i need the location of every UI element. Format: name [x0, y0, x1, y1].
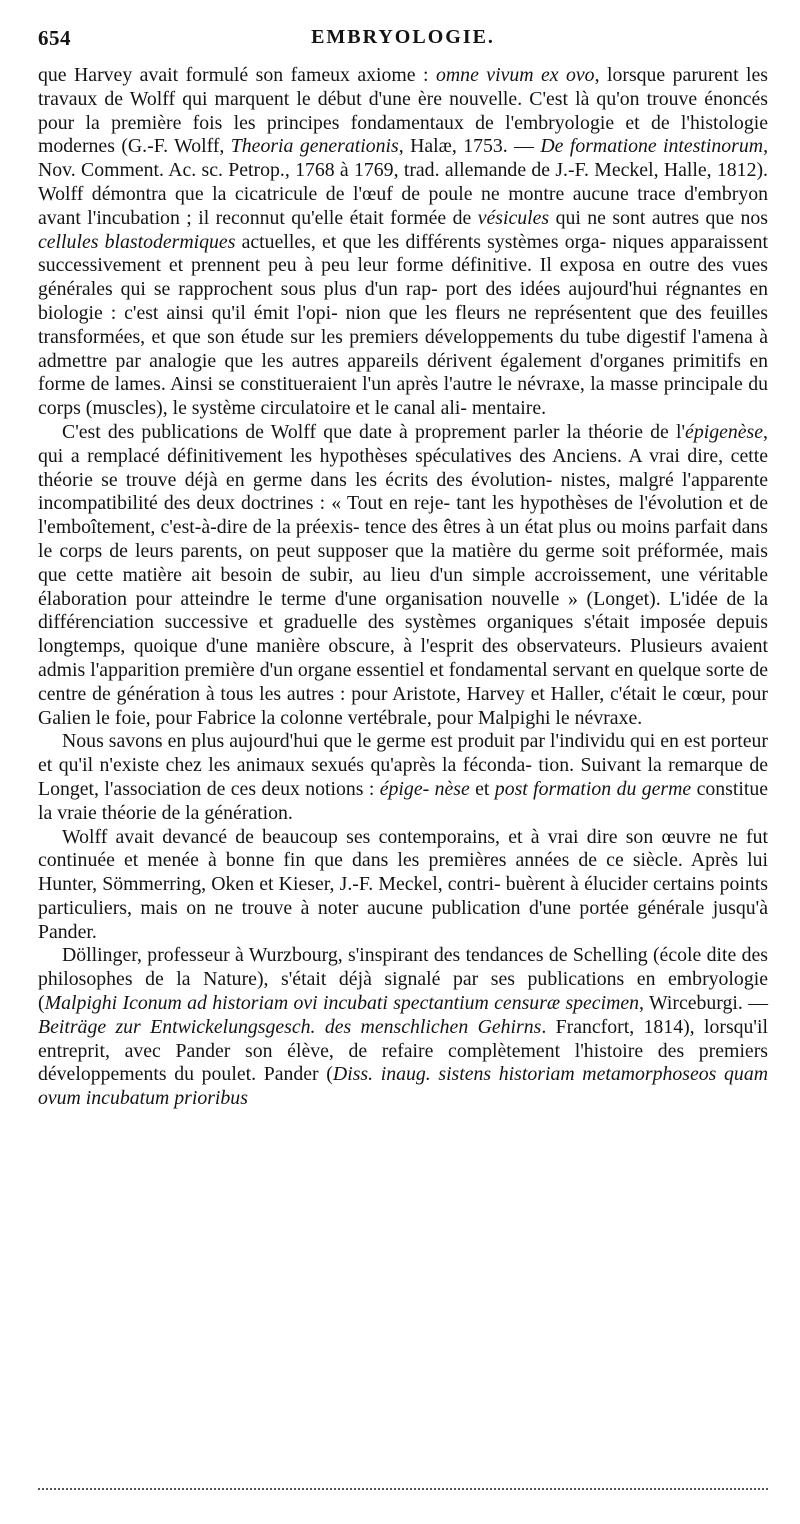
text-run: Döllinger, professeur à Wurzbourg, s'inspirant des tendances de Schelling (école dite des philosophes de la Nature), s'était déjà signalé par ses publications en embryologie ( [38, 944, 768, 1015]
page-number: 654 [38, 26, 71, 50]
text-run: Wolff avait devancé de beaucoup ses contemporains, et à vrai dire son œuvre ne fut continuée et menée à bonne fin que dans les premières années de ce siècle. Après lui Hunter, Sömmerring, Oken et Kieser, J.-F. Meckel, contri- buèrent à élucider certains points particuliers, mais on ne trouve à noter aucune publication d'une portée générale jusqu'à Pander. [38, 825, 768, 943]
text-run: . Francfort, 1814), lorsqu'il entreprit, avec Pander son élève, de refaire complètement l'histoire des premiers développements du poulet. Pander ( [38, 1015, 768, 1086]
paragraph-4 [38, 826, 768, 945]
text-run: constitue la vraie théorie de la génération. [38, 777, 768, 824]
running-title: EMBRYOLOGIE. [311, 26, 495, 48]
italic-text-run: Theoria generationis [230, 135, 399, 158]
italic-text-run: épigenèse [685, 420, 764, 443]
italic-text-run: épige- nèse [379, 777, 470, 800]
text-run: C'est des publications de Wolff que date à proprement parler la théorie de l' [62, 420, 686, 443]
footer-dotted-rule [38, 1488, 768, 1490]
text-run: que Harvey avait formulé son fameux axiome : [38, 64, 436, 86]
paragraph-2 [38, 421, 768, 730]
text-run: actuelles, et que les différents systèmes orga- niques apparaissent successivement et prennent peu à peu leur forme définitive. Il exposa en outre des vues générales qui se rapprochent sous plus d'un rap- port des idées aujourd'hui régnantes en biologie : c'est ainsi qu'il émit l'opi- nion que les fleurs ne représentent que des feuilles transformées, et que son étude sur les premiers développements du tube digestif l'amena à admettre par analogie que les autres appareils dérivent également d'organes primitifs en forme de lames. Ainsi se constitueraient l'un après l'autre le névraxe, la masse principale du corps (muscles), le système circulatoire et le canal ali- mentaire. [38, 230, 768, 420]
text-run: Nous savons en plus aujourd'hui que le germe est produit par l'individu qui en est porteur et qu'il n'existe chez les animaux sexués qu'après la féconda- tion. Suivant la remarque de Longet, l'association de ces deux notions : [38, 730, 768, 800]
italic-text-run: Beiträge zur Entwickelungsgesch. des menschlichen Gehirns [38, 1015, 542, 1038]
text-run: , Nov. Comment. Ac. sc. Petrop., 1768 à 1769, trad. allemande de J.-F. Meckel, Halle, 1812). Wolff démontra que la cicatricule de l'œuf de poule ne montre aucune trace d'embryon avant l'incubation ; il reconnut qu'elle était formée de [38, 135, 769, 229]
text-run: , lorsque parurent les travaux de Wolff qui marquent le début d'une ère nouvelle. C'est là qu'on trouve énoncés pour la première fois les principes fondamentaux de l'embryologie et de l'histologie modernes (G.-F. Wolff, [38, 64, 768, 158]
body-text [38, 64, 768, 1111]
paragraph-3 [38, 730, 768, 825]
italic-text-run: post formation du germe [494, 777, 692, 800]
paragraph-5 [38, 944, 768, 1111]
italic-text-run: vésicules [477, 206, 550, 229]
text-run: , qui a remplacé définitivement les hypothèses spéculatives des Anciens. A vrai dire, cette théorie se trouve déjà en germe dans les écrits des évolution- nistes, malgré l'apparente incompatibilité des deux doctrines : « Tout en reje- tant les hypothèses de l'évolution et de l'emboîtement, c'est-à-dire de la préexis- tence des êtres à un état plus ou moins parfait dans le corps de leurs parents, on peut supposer que la matière du germe soit préformée, mais que cette matière ait besoin de subir, au lieu d'un simple accroissement, une véritable élaboration pour atteindre le terme d'une organisation nouvelle » (Longet). L'idée de la différenciation successive et graduelle des systèmes organiques s'était imposée depuis longtemps, quoique d'une manière obscure, à l'esprit des observateurs. Plusieurs avaient admis l'apparition première d'un organe essentiel et fondamental servant en quelque sorte de centre de génération à tous les autres : pour Aristote, Harvey et Haller, c'était le cœur, pour Galien le foie, pour Fabrice la colonne vertébrale, pour Malpighi le névraxe. [38, 420, 768, 729]
italic-text-run: cellules blastodermiques [38, 230, 236, 253]
text-run: , Wirceburgi. — [639, 992, 768, 1015]
text-run: qui ne sont autres que nos [549, 206, 768, 229]
text-run: et [469, 777, 495, 800]
italic-text-run: De formatione intestinorum [540, 135, 764, 158]
italic-text-run: omne vivum ex ovo [436, 64, 595, 86]
italic-text-run: Malpighi Iconum ad historiam ovi incubati spectantium censuræ specimen [44, 992, 640, 1015]
text-run: , Halæ, 1753. — [398, 135, 541, 158]
paragraph-1 [38, 64, 768, 421]
running-head [38, 26, 768, 56]
italic-text-run: Diss. inaug. sistens historiam metamorphoseos quam ovum incubatum prioribus [38, 1063, 768, 1110]
